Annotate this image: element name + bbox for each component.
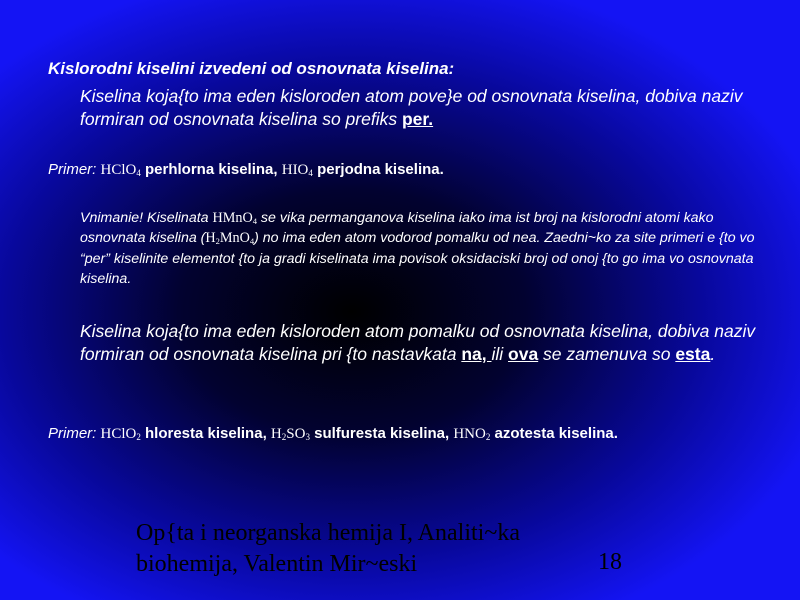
acid-name: hloresta kiselina,: [140, 425, 271, 442]
formula-hclo2: HClO$_2$: [100, 426, 141, 442]
example-per-acids: [48, 160, 444, 181]
suffix-na: na,: [461, 343, 492, 364]
formula-h2so3: $H_2SO_3$: [270, 426, 310, 442]
paragraph-per-prefix: [80, 85, 760, 131]
example-esta-acids: [48, 424, 618, 445]
footer-line-2: biohemija, Valentin Mir~eski: [136, 551, 418, 577]
footer-line-1: Op{ta i neorganska hemija I, Analiti~ka: [136, 520, 520, 546]
note-paragraph: Vnimanie! Kiselinata HMnO$_4$ se vika permanganova kiselina iako ima ist broj na kislorodni atomi kako osnovnata kiselina $(H_2MnO_4)$ no ima eden atom vodorod pomalku od nea. Zaedni~ko za site primeri e {to vo “per” kiselinite elementot {to ja gradi kiselinata ima povisok oksidaciski broj od onoj {to go ima vo osnovnata kiselina.: [80, 210, 755, 287]
prefix-per: per.: [401, 108, 434, 129]
formula-hio4: $HIO_4$: [281, 162, 313, 178]
page-number: 18: [598, 549, 622, 575]
formula-hno2: $HNO_2$: [453, 426, 491, 442]
example-label: Primer:: [48, 161, 101, 178]
slide-heading: Kislorodni kiselini izvedeni od osnovnata kiselina:: [48, 59, 455, 78]
formula-h2mno4: $H_2MnO_4$: [205, 230, 255, 247]
acid-name: azotesta kiselina.: [490, 425, 618, 442]
formula-hclo4: HClO$_4$: [100, 162, 141, 178]
acid-name: perhlorna kiselina,: [140, 161, 282, 178]
slide-footer: [136, 518, 520, 580]
paragraph-text: Kiselina koja{to ima eden kisloroden atom pove}e od osnovnata kiselina, dobiva naziv formiran od osnovnata kiselina so prefiks: [80, 86, 743, 129]
formula-hmno4: HMnO$_4$: [212, 210, 257, 226]
acid-name: perjodna kiselina.: [312, 161, 444, 178]
example-label: Primer:: [48, 425, 101, 442]
paragraph-esta-suffix: Kiselina koja{to ima eden kisloroden atom pomalku od osnovnata kiselina, dobiva naziv formiran od osnovnata kiselina pri {to nastavkata na, ili ova se zamenuva so esta.: [80, 321, 756, 364]
suffix-ova: ova: [508, 343, 539, 364]
acid-name: sulfuresta kiselina,: [309, 425, 454, 442]
suffix-esta: esta: [675, 343, 711, 364]
